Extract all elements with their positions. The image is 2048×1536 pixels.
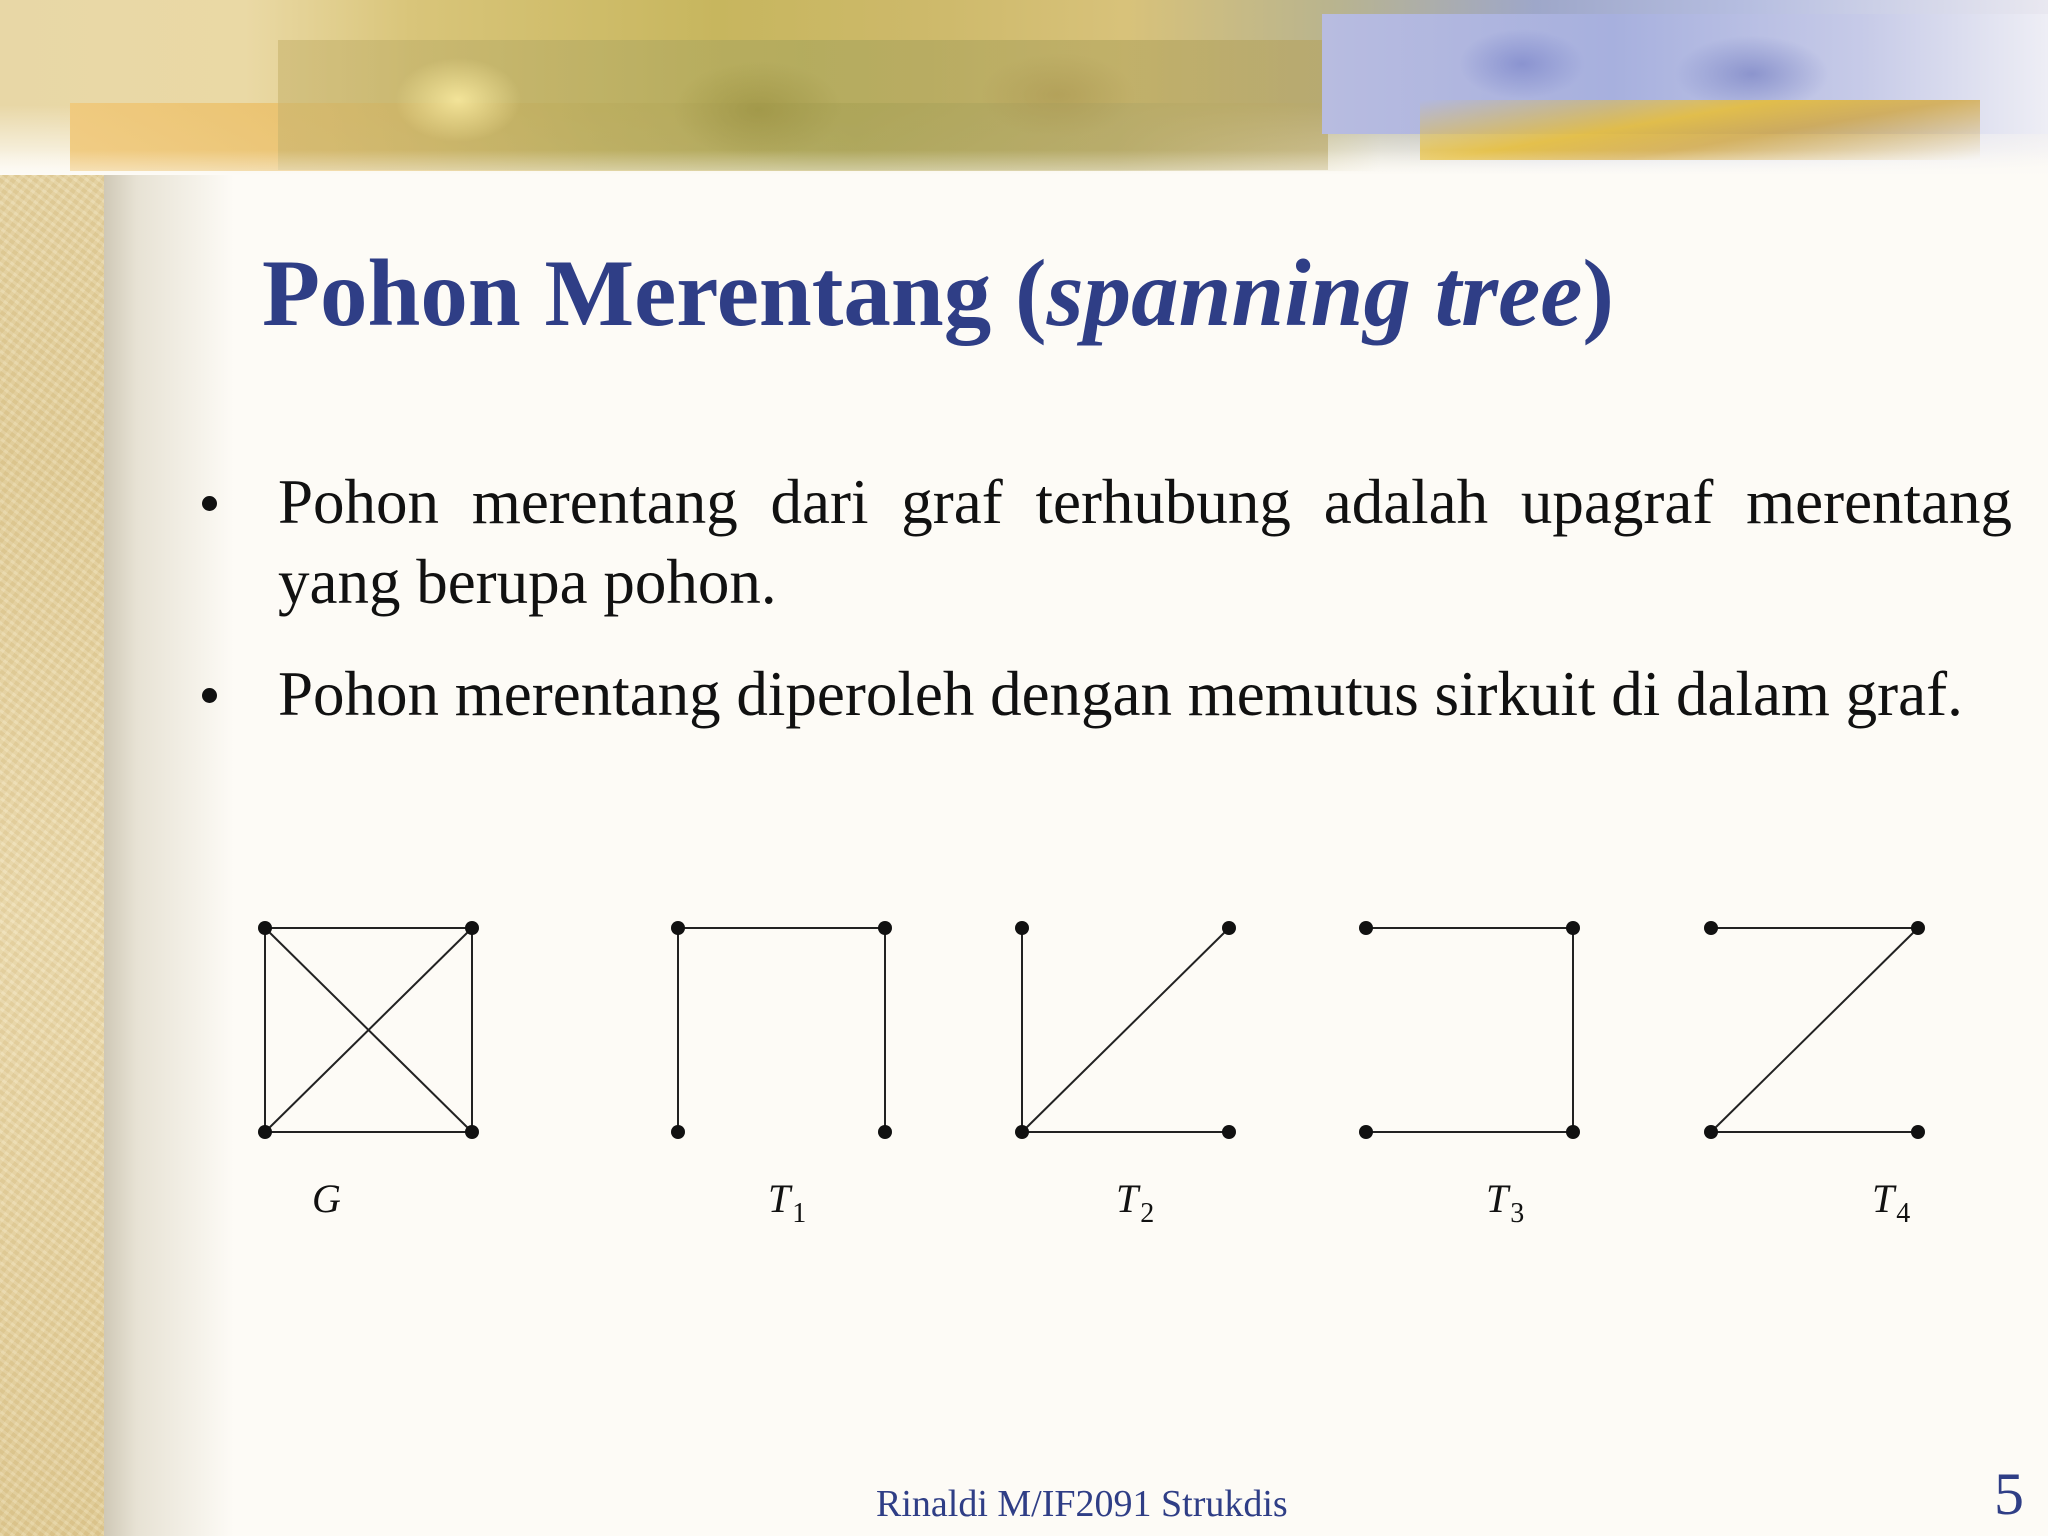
graph-vertex	[1911, 921, 1925, 935]
graph-edge	[1022, 928, 1229, 1132]
graph-label: $T_4$	[1872, 1176, 1911, 1229]
footer-text: Rinaldi M/IF2091 Strukdis	[876, 1483, 1288, 1525]
graph-vertex	[671, 921, 685, 935]
graph-vertex	[1222, 921, 1236, 935]
graph-vertex	[1566, 921, 1580, 935]
graph-vertex	[1015, 1125, 1029, 1139]
graph-label: G	[312, 1176, 341, 1221]
graph-g	[258, 921, 479, 1221]
graph-t3	[1359, 921, 1580, 1229]
graph-t2	[1015, 921, 1236, 1229]
graph-vertex	[258, 921, 272, 935]
graph-vertex	[1359, 1125, 1373, 1139]
graph-vertex	[1704, 921, 1718, 935]
graph-label: $T_3$	[1486, 1176, 1525, 1229]
bullet-text: Pohon merentang diperoleh dengan memutus sirkuit di dalam graf.	[278, 659, 1963, 729]
bullet-text: Pohon merentang dari graf terhubung adalah upagraf merentang yang berupa pohon.	[278, 467, 2012, 617]
title-italic: spanning tree	[1046, 240, 1583, 346]
graph-label: $T_1$	[768, 1176, 807, 1229]
graph-vertex	[258, 1125, 272, 1139]
title-end: )	[1582, 240, 1615, 346]
graph-vertex	[465, 1125, 479, 1139]
title-main: Pohon Merentang (	[262, 240, 1047, 346]
graph-vertex	[1359, 921, 1373, 935]
graph-vertex	[878, 1125, 892, 1139]
graph-vertex	[465, 921, 479, 935]
graph-vertex	[1911, 1125, 1925, 1139]
page-number: 5	[1994, 1461, 2024, 1527]
graph-vertex	[878, 921, 892, 935]
graph-vertex	[671, 1125, 685, 1139]
graph-t4	[1704, 921, 1925, 1229]
graph-vertex	[1566, 1125, 1580, 1139]
graph-vertex	[1222, 1125, 1236, 1139]
graph-vertex	[1704, 1125, 1718, 1139]
graph-vertex	[1015, 921, 1029, 935]
graph-label: $T_2$	[1116, 1176, 1155, 1229]
graph-edge	[1711, 928, 1918, 1132]
graph-t1	[671, 921, 892, 1229]
